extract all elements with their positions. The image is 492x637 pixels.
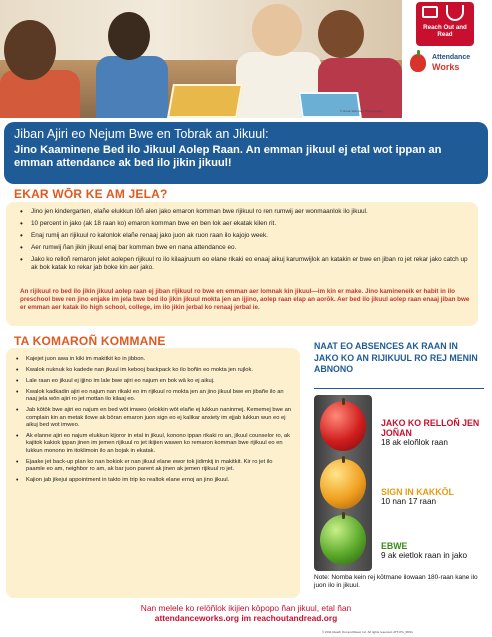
absences-title: NAAT EO ABSENCES AK RAAN IN JAKO KO AN RIJIKUUL RO REJ MENIN ABNONO xyxy=(314,341,478,374)
title-banner xyxy=(4,122,488,184)
traffic-light xyxy=(314,395,372,571)
list-item: • Aer rumwij ñan jikin jikuul enaj bar komman bwe en nana attendance eo. xyxy=(20,244,470,252)
stethoscope-icon xyxy=(446,5,464,21)
level-chronic xyxy=(381,418,489,448)
list-item: • 10 percent in jako (ak 18 raan ko) emaron komman bwe en ben lok aer ekatak kilen rit. xyxy=(20,220,470,228)
what-you-can-do-panel xyxy=(6,348,300,598)
level-warning xyxy=(381,487,489,507)
banner-title: Jiban Ajiri eo Nejum Bwe en Tobrak an Jikuul: xyxy=(14,127,269,141)
attendance-works-label-2: Works xyxy=(432,62,460,72)
list-item: • Jino jen kindergarten, elañe elukkun lōñ alen jako emaron komman bwe rijikuul ro ren rumwij aer wonmaanlok ilo jikuul. xyxy=(20,208,470,216)
photo-credit: © Anne Solomon Photography xyxy=(340,109,384,113)
logos-column xyxy=(402,0,492,118)
book-icon xyxy=(422,6,438,18)
copyright: © 2011 Reach Out and Read, Inc. All rights reserved. ATT-PG_08/11 xyxy=(322,630,413,634)
banner-subtitle: Jino Kaaminene Bed ilo Jikuul Aolep Raan. An emman jikuul ej etal wot ippan an emman attendance ak bed ilo jikin jikuul! xyxy=(14,144,442,169)
highlight-paragraph: An rijikuul ro bed ilo jikin jikuul aolep raan ej jiban rijikuul ro bwe en emman aer lomnak kin jikuul—im kin er make. Jino kamineneik er habit in ilo preschool bwe ren jino enjake im jela bwe bed ilo jikin jikuul mokta jen an ijjino, aolep raan elap an aorōk. Aer bed ilo jikuul aolep raan enaaj jiban bwe er emman aer katak ilo high school, college, im ilo jikin jerbal ko renaaj jerbal ie. xyxy=(20,288,470,312)
list-item: • Kwalok nuknuk ko kadede nan jikuul im kebooj backpack ko ilo boñin eo mokta jen rujlok. xyxy=(14,367,292,375)
footer xyxy=(0,603,492,623)
section1-bullets xyxy=(20,208,470,272)
apple-icon xyxy=(410,54,426,72)
hero-photo xyxy=(0,0,402,118)
red-apple-icon xyxy=(320,401,366,451)
yellow-apple-icon xyxy=(320,459,366,509)
did-you-know-panel xyxy=(6,202,478,326)
section1-heading xyxy=(14,187,168,201)
reach-out-and-read-label: Reach Out and Read xyxy=(423,24,467,38)
section2-heading-text: TA KOMAROÑ KOMMANE xyxy=(14,334,166,348)
reach-out-and-read-logo xyxy=(416,2,474,46)
list-item: • Ejaake jet back-up plan ko nan bokiok er nan jikuul elane ewor tok jidimkij in makitkit. Kir ro jet ilo paamle eo am, neighbor ro am, ak bar juon parent ak jinen ak jemen rijikuul ro jet. xyxy=(14,459,292,474)
level-name: SIGN IN KAKKŌL xyxy=(381,487,454,497)
level-satisfactory xyxy=(381,541,489,561)
footer-line-1: Nan melele ko relōñlok ikijien kōpopo ñan jikuul, etal ñan xyxy=(140,603,352,613)
footer-links[interactable]: attendanceworks.org im reachoutandread.org xyxy=(154,613,338,623)
list-item: • Kajion jab jikejui appointment in takto im trip ko realtok elane ernoj an jino jikuul. xyxy=(14,477,292,485)
attendance-works-logo xyxy=(410,52,490,80)
list-item: • Kajejet juon awa in kiki im makitkit ko in jibbon. xyxy=(14,356,292,364)
level-name: EBWE xyxy=(381,541,408,551)
list-item: • Kwalok kadkadin ajiri eo najum nan rikaki eo im rijikuul ro mokta jen an jino jikuul bwe en jibañe ilo an naaj jela wōn ajiri ro jet mottan ilo kilaaj eo. xyxy=(14,389,292,404)
list-item: • Jako ko relloñ remaron jelet aolepen rijikuul ro ilo kilaajruum eo elane rikaki eo enaaj aikuj karumwijlok an katakin er bwe en jiban ro jet rekar jako catch up ak bok katak ko rekar jab boke kin aer jako. xyxy=(20,256,470,272)
list-item: • Enaj rumij an rijikuul ro kalonlok elañe renaaj jako juon ak ruon raan ilo kajojo week. xyxy=(20,232,470,240)
section2-heading xyxy=(14,334,166,348)
attendance-works-label-1: Attendance xyxy=(432,54,471,61)
level-name: JAKO KO RELLOÑ JEN JOÑAN xyxy=(381,418,480,438)
absences-note: Note: Nomba kein rej kōtmane ilowaan 180-raan kane ilo juon ilo in jikuul. xyxy=(314,574,478,590)
level-desc: 9 ak eietlok raan in jako xyxy=(381,551,468,560)
list-item: • Ak elanne ajiri eo najum elukkun kijoror in etal in jikuul, konono ippan rikaki ro an, jikuul counselor ro, ak kajitok kakiok ippan jinen im jemen rijikuul ro jet ikijien wawen ko remaron komman bwe rijikuul eo en lukkun monono im itoklimoin ilo an bojak in ekatak. xyxy=(14,433,292,456)
section2-bullets xyxy=(14,356,292,485)
absences-divider xyxy=(314,388,484,389)
list-item: • Jab kōtōk bwe ajiri eo najum en bed wōt imweo (elokkin wōt elañe ej lukkun naninmej. Kememej bwe an complain kin an metak ilowe ak bōran emaron juon sign eo ej kalikar anxiety im ejjab lukkun wun eo ej aikuj bed wot imweo. xyxy=(14,407,292,430)
level-desc: 18 ak eloñlok raan xyxy=(381,438,448,447)
green-apple-icon xyxy=(320,515,366,565)
list-item: • Lale raan eo jikuul ej ijjino im lale bwe ajiri eo najum en bok wā ko ej aikuj. xyxy=(14,378,292,386)
level-desc: 10 nan 17 raan xyxy=(381,497,437,506)
section1-heading-text: EKAR WŌR KE AM JELA? xyxy=(14,187,168,201)
